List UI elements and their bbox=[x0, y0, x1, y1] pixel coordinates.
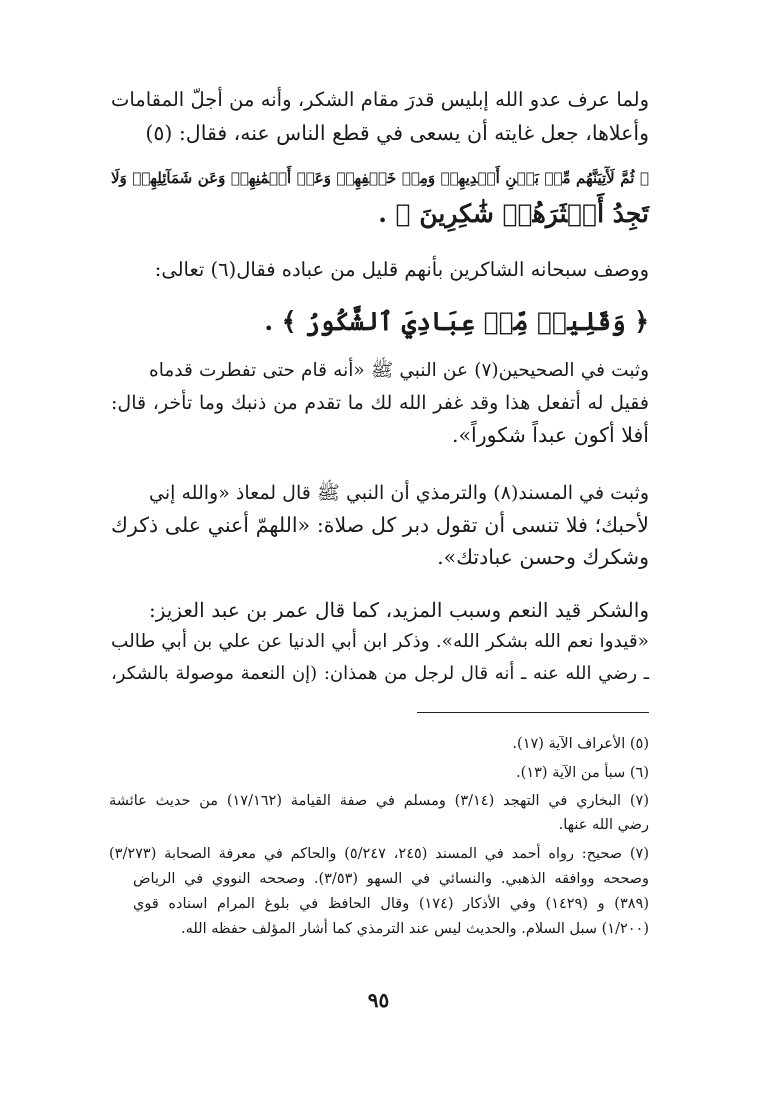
page-number: ٩٥ bbox=[367, 988, 390, 1012]
body-line: أفلا أكون عبداً شكوراً». bbox=[452, 423, 649, 447]
quran-verse-line: ﴿ ثُمَّ لَأٓتِيَنَّهُم مِّنۢ بَيۡنِ أَيۡدِيهِمۡ وَمِنۡ خَلۡفِهِمۡ وَعَنۡ أَيۡمَٰنِهِمۡ وَعَن شَمَآئِلِهِمۡ وَلَا bbox=[111, 169, 649, 187]
quran-verse-line: ﴿ وَقَلِيلٞ مِّنۡ عِبَادِيَ ٱلشَّكُورُ ﴾ . bbox=[264, 307, 649, 336]
footnote-line: (٣٨٩) و (١٤٢٩) وفي الأذكار (١٧٤) وقال الحافظ في بلوغ المرام اسناده قوي bbox=[133, 896, 649, 912]
body-line: ـ رضي الله عنه ـ أنه قال لرجل من همذان: (إن النعمة موصولة بالشكر، bbox=[111, 663, 649, 684]
footnote-line: (٥) الأعراف الآية (١٧). bbox=[512, 736, 649, 752]
body-line: وثبت في الصحيحين(٧) عن النبي ﷺ «أنه قام حتى تفطرت قدماه bbox=[149, 360, 650, 381]
body-line: وأعلاها، جعل غايته أن يسعى في قطع الناس عنه، فقال: (٥) bbox=[145, 121, 649, 145]
body-line: وشكرك وحسن عبادتك». bbox=[437, 545, 649, 569]
footnote-line: (٦) سبأ من الآية (١٣). bbox=[516, 765, 649, 781]
body-line: ولما عرف عدو الله إبليس قدرَ مقام الشكر، وأنه من أجلّ المقامات bbox=[111, 88, 649, 111]
quran-verse-line: تَجِدُ أَكۡثَرَهُمۡ شَٰكِرِينَ ﴾ . bbox=[378, 199, 649, 228]
footnote-separator bbox=[417, 712, 649, 713]
body-line: فقيل له أتفعل هذا وقد غفر الله لك ما تقدم من ذنبك وما تأخر، قال: bbox=[111, 392, 649, 414]
body-line: لأحبك؛ فلا تنسى أن تقول دبر كل صلاة: «اللهمّ أعني على ذكرك bbox=[111, 513, 649, 537]
body-line: ووصف سبحانه الشاكرين بأنهم قليل من عباده فقال(٦) تعالى: bbox=[154, 258, 649, 281]
footnote-line: وصححه ووافقه الذهبي. والنسائي في السهو (٣/٥٣). وصححه النووي في الرياض bbox=[133, 871, 649, 887]
footnote-line: (٧) صحيح: رواه أحمد في المسند (٢٤٥، ٥/٢٤٧) والحاكم في معرفة الصحابة (٣/٢٧٣) bbox=[109, 846, 649, 862]
footnote-line: (٧) البخاري في التهجد (٣/١٤) ومسلم في صفة القيامة (١٧/١٦٢) من حديث عائشة bbox=[109, 793, 649, 809]
body-line: «قيدوا نعم الله بشكر الله». وذكر ابن أبي الدنيا عن علي بن أبي طالب bbox=[111, 631, 649, 652]
footnote-line: (١/٢٠٠) سبل السلام. والحديث ليس عند الترمذي كما أشار المؤلف حفظه الله. bbox=[180, 921, 649, 937]
body-line: والشكر قيد النعم وسبب المزيد، كما قال عمر بن عبد العزيز: bbox=[149, 598, 649, 622]
body-line: وثبت في المسند(٨) والترمذي أن النبي ﷺ قال لمعاذ «والله إني bbox=[149, 482, 649, 504]
footnote-line: رضي الله عنها. bbox=[558, 817, 649, 833]
